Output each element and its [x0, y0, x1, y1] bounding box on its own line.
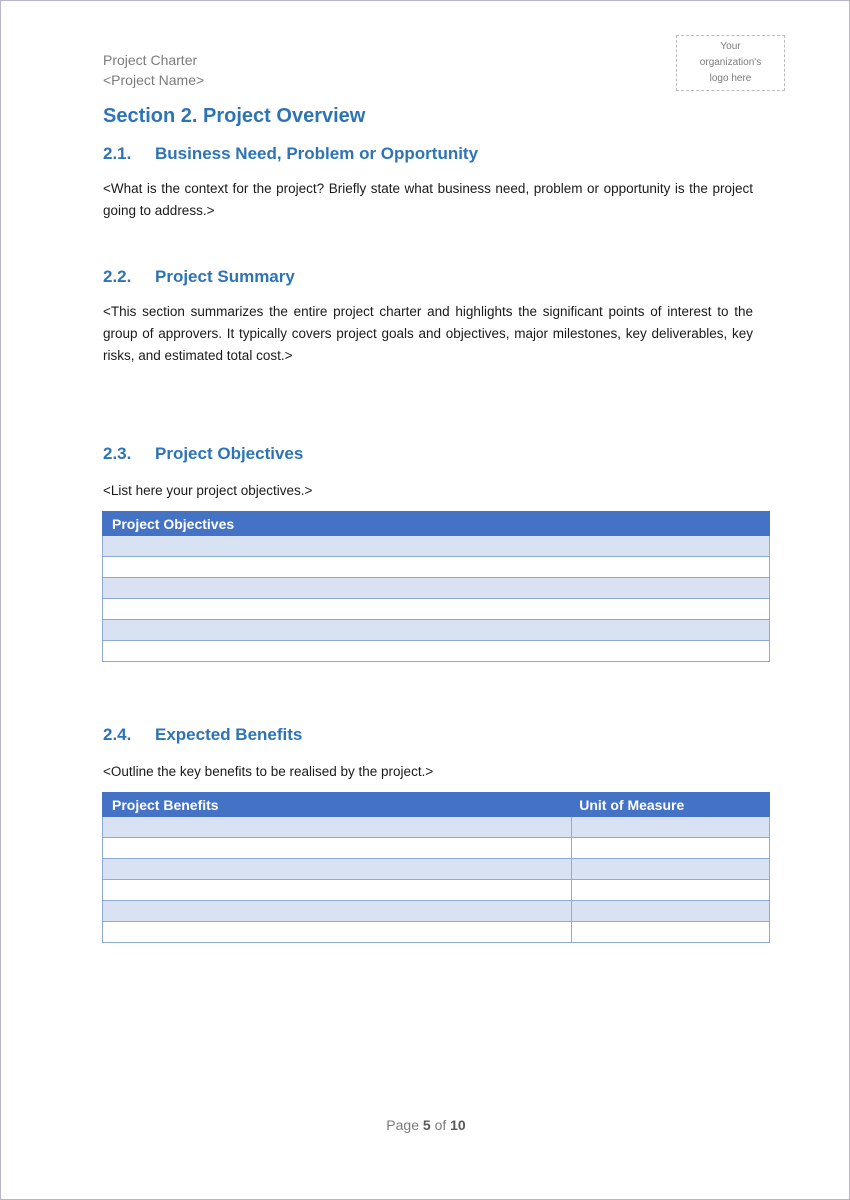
- header-title: Project Charter: [103, 52, 198, 68]
- table-row: [103, 599, 770, 620]
- table-cell[interactable]: [103, 838, 572, 859]
- page-total: 10: [450, 1117, 466, 1133]
- table-row: [103, 859, 770, 880]
- table-cell[interactable]: [103, 536, 770, 557]
- header-project-name: <Project Name>: [103, 72, 205, 88]
- logo-text-line: organization's: [699, 57, 762, 68]
- table-header-cell: Unit of Measure: [572, 793, 770, 817]
- subsection-text: <This section summarizes the entire project charter and highlights the significant points of interest to the group of approvers. It typically covers project goals and objectives, major milestones, key deliverables, key risks, and estimated total cost.>: [103, 304, 753, 363]
- subsection-heading: [103, 725, 302, 745]
- table-row: [103, 536, 770, 557]
- table-row: [103, 817, 770, 838]
- table-cell[interactable]: [103, 578, 770, 599]
- subsection-number: 2.3.: [103, 444, 132, 463]
- table-cell[interactable]: [103, 641, 770, 662]
- table-cell[interactable]: [103, 599, 770, 620]
- table-cell[interactable]: [572, 922, 770, 943]
- subsection-title: Project Objectives: [155, 444, 304, 463]
- subsection-heading: [103, 444, 303, 464]
- subsection-title: Project Summary: [155, 267, 295, 286]
- page-current: 5: [422, 1117, 431, 1133]
- objectives-table: [102, 511, 770, 662]
- table-cell[interactable]: [103, 859, 572, 880]
- subsection-number: 2.4.: [103, 725, 132, 744]
- logo-text-line: logo here: [709, 73, 752, 84]
- subsection-text: <What is the context for the project? Briefly state what business need, problem or opportunity is the project going to address.>: [103, 181, 753, 218]
- subsection-text: <Outline the key benefits to be realised by the project.>: [103, 764, 434, 779]
- table-row: [103, 641, 770, 662]
- table-cell[interactable]: [572, 901, 770, 922]
- table-row: [103, 922, 770, 943]
- page-of: of: [434, 1117, 447, 1133]
- table-cell[interactable]: [103, 880, 572, 901]
- table-cell[interactable]: [103, 922, 572, 943]
- table-header-cell: Project Benefits: [103, 793, 572, 817]
- table-cell[interactable]: [572, 880, 770, 901]
- page-footer: [1, 1117, 850, 1133]
- table-cell[interactable]: [572, 817, 770, 838]
- subsection-text: <List here your project objectives.>: [103, 483, 313, 498]
- subsection-heading: [103, 267, 295, 287]
- table-row: [103, 838, 770, 859]
- subsection-title: Expected Benefits: [155, 725, 303, 744]
- table-cell[interactable]: [572, 859, 770, 880]
- subsection-number: 2.2.: [103, 267, 132, 286]
- section-title: Section 2. Project Overview: [103, 105, 366, 127]
- table-row: [103, 557, 770, 578]
- logo-placeholder: [676, 35, 785, 91]
- table-cell[interactable]: [103, 557, 770, 578]
- benefits-table: [102, 792, 770, 943]
- table-row: [103, 901, 770, 922]
- table-cell[interactable]: [103, 817, 572, 838]
- table-row: [103, 620, 770, 641]
- subsection-heading: [103, 144, 478, 164]
- table-cell[interactable]: [572, 838, 770, 859]
- logo-text-line: Your: [720, 41, 741, 52]
- table-header-cell: Project Objectives: [103, 512, 770, 536]
- subsection-number: 2.1.: [103, 144, 132, 163]
- subsection-title: Business Need, Problem or Opportunity: [155, 144, 479, 163]
- table-cell[interactable]: [103, 901, 572, 922]
- table-cell[interactable]: [103, 620, 770, 641]
- table-row: [103, 578, 770, 599]
- page-label: Page: [386, 1117, 419, 1133]
- table-row: [103, 880, 770, 901]
